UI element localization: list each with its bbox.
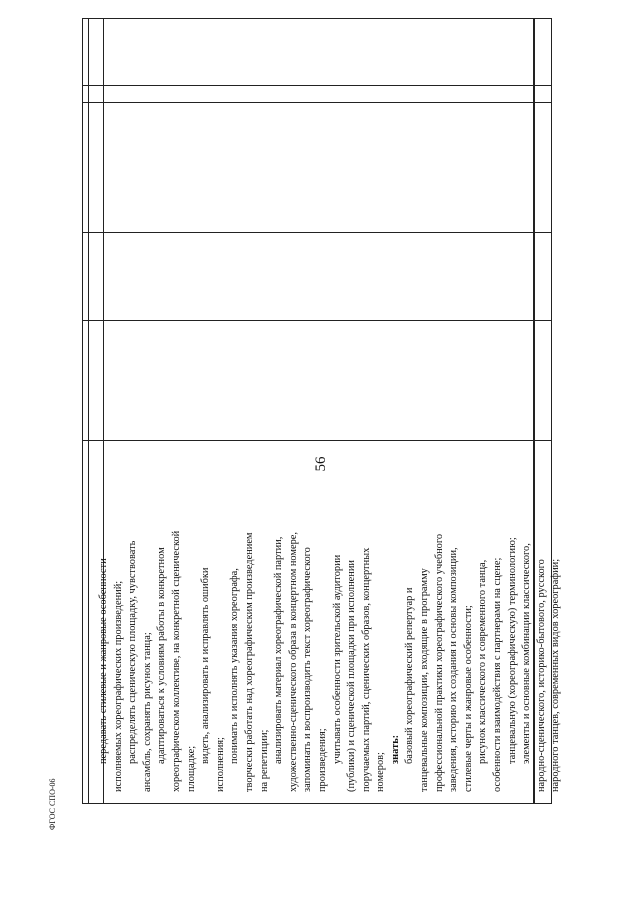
text-line: на репетиции;	[258, 729, 270, 792]
text-line: элементы и основные комбинации классического,	[521, 543, 533, 764]
table-row-divider	[82, 232, 552, 233]
text-line: заведения, историю их создания и основы композиции,	[448, 547, 460, 792]
text-line: адаптироваться к условиям работы в конкретном	[156, 547, 168, 764]
text-line: стилевые черты и жанровые особенности;	[462, 605, 474, 792]
text-line: народного танцев, современных видов хореографии;	[550, 558, 562, 792]
text-line: базовый хореографический репертуар и	[404, 587, 416, 764]
text-line: ансамбль, сохранять рисунок танца;	[141, 632, 153, 792]
table-row-divider	[83, 85, 551, 86]
table-row-divider	[82, 102, 552, 103]
text-line: видеть, анализировать и исправлять ошибки	[200, 567, 212, 764]
text-line: исполняемых хореографических произведений;	[112, 580, 124, 792]
text-line: (публики) и сценической площадки при исполнении	[346, 560, 358, 792]
text-line: распределять сценическую площадку, чувствовать	[127, 540, 139, 764]
page-number: 56	[313, 456, 329, 472]
text-line: танцевальные композиции, входящие в программу	[419, 568, 431, 792]
text-line: рисунок классического и современного танца,	[477, 559, 489, 764]
text-line: народно-сценического, историко-бытового, русского	[535, 559, 547, 792]
text-line: номеров;	[375, 752, 387, 792]
table-row-divider	[82, 320, 552, 321]
section-heading-know: знать:	[389, 734, 401, 764]
text-line: произведения;	[316, 728, 328, 792]
text-line: учитывать особенности зрительской аудитории	[331, 554, 343, 764]
text-line: творчески работать над хореографическим произведением	[243, 532, 255, 792]
text-line: хореографическом коллективе, на конкретной сценической	[170, 530, 182, 792]
text-line: художественно-сценического образа в концертном номере,	[287, 531, 299, 792]
table-column-divider	[88, 19, 89, 803]
text-line: поручаемых партий, сценических образов, концертных	[360, 547, 372, 792]
text-line: анализировать материал хореографической партии,	[273, 536, 285, 764]
text-line: площадке;	[185, 745, 197, 792]
text-line: запоминать и воспроизводить текст хореографического	[302, 547, 314, 792]
text-line: исполнения;	[214, 737, 226, 792]
text-line: танцевальную (хореографическую) терминологию;	[506, 537, 518, 764]
text-line: понимать и исполнять указания хореографа,	[229, 568, 241, 764]
competency-cell-text	[97, 448, 562, 792]
table-row-divider	[82, 440, 552, 441]
text-line: передавать стилевые и жанровые особенности	[98, 558, 109, 764]
text-line: профессиональной практики хореографического учебного	[433, 533, 445, 792]
text-line: особенности взаимодействия с партнерами на сцене;	[492, 557, 504, 792]
footer-code: ФГОС СПО-06	[48, 778, 57, 830]
